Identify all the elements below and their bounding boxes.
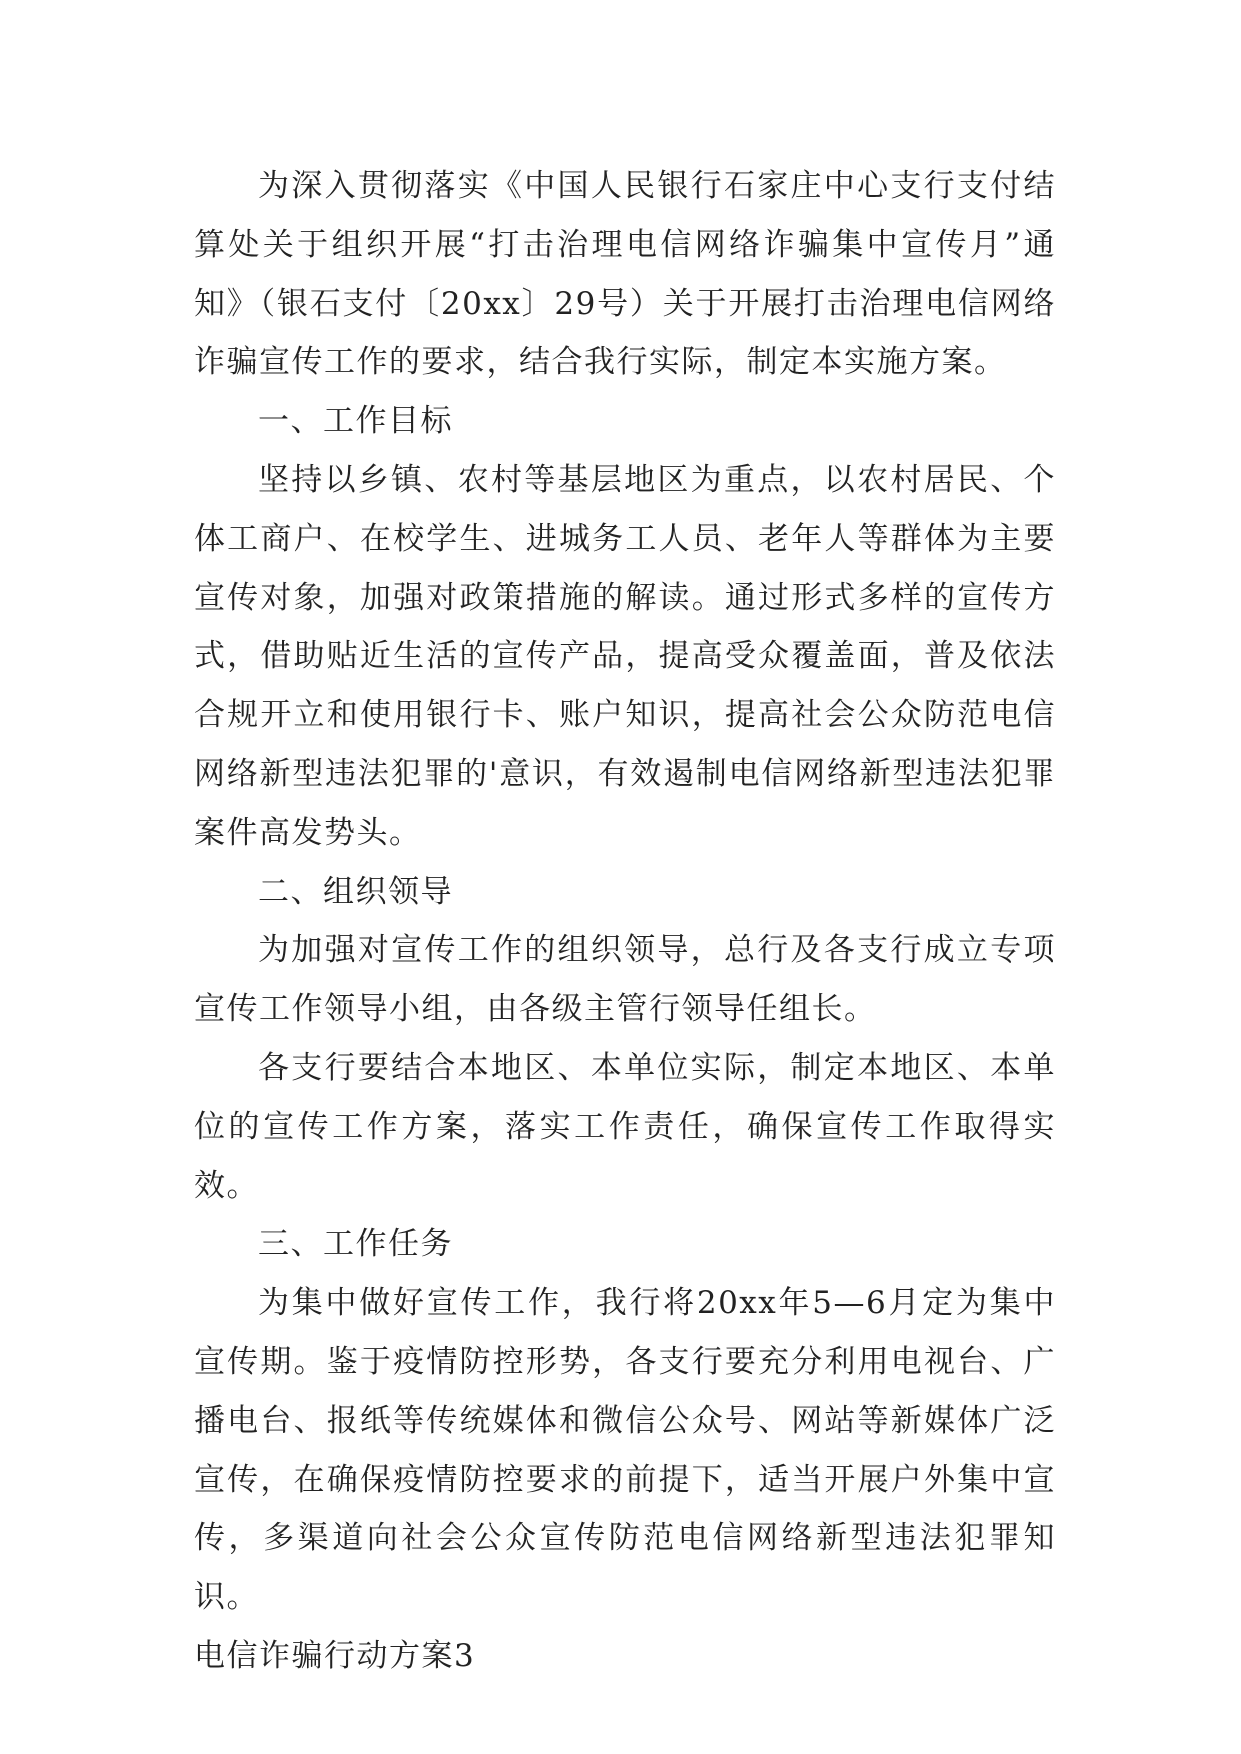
- document-body: [194, 157, 1056, 1686]
- intro-paragraph: 为深入贯彻落实《中国人民银行石家庄中心支行支付结算处关于组织开展“打击治理电信网络诈骗集中宣传月”通知》（银石支付〔20xx〕29号）关于开展打击治理电信网络诈骗宣传工作的要求，结合我行实际，制定本实施方案。: [194, 168, 1056, 381]
- next-section-title: 电信诈骗行动方案3: [194, 1637, 476, 1674]
- section-heading-tasks: 三、工作任务: [258, 1226, 453, 1263]
- leadership-paragraph-2: 各支行要结合本地区、本单位实际，制定本地区、本单位的宣传工作方案，落实工作责任，确保宣传工作取得实效。: [194, 1049, 1056, 1204]
- leadership-paragraph-1: 为加强对宣传工作的组织领导，总行及各支行成立专项宣传工作领导小组，由各级主管行领导任组长。: [194, 932, 1056, 1028]
- section-heading-goals: 一、工作目标: [258, 403, 453, 440]
- tasks-paragraph: 为集中做好宣传工作，我行将20xx年5—6月定为集中宣传期。鉴于疫情防控形势，各支行要充分利用电视台、广播电台、报纸等传统媒体和微信公众号、网站等新媒体广泛宣传，在确保疫情防控要求的前提下，适当开展户外集中宣传，多渠道向社会公众宣传防范电信网络新型违法犯罪知识。: [194, 1285, 1056, 1616]
- section-heading-leadership: 二、组织领导: [258, 873, 453, 910]
- goals-paragraph: 坚持以乡镇、农村等基层地区为重点，以农村居民、个体工商户、在校学生、进城务工人员、老年人等群体为主要宣传对象，加强对政策措施的解读。通过形式多样的宣传方式，借助贴近生活的宣传产品，提高受众覆盖面，普及依法合规开立和使用银行卡、账户知识，提高社会公众防范电信网络新型违法犯罪的'意识，有效遏制电信网络新型违法犯罪案件高发势头。: [194, 461, 1056, 851]
